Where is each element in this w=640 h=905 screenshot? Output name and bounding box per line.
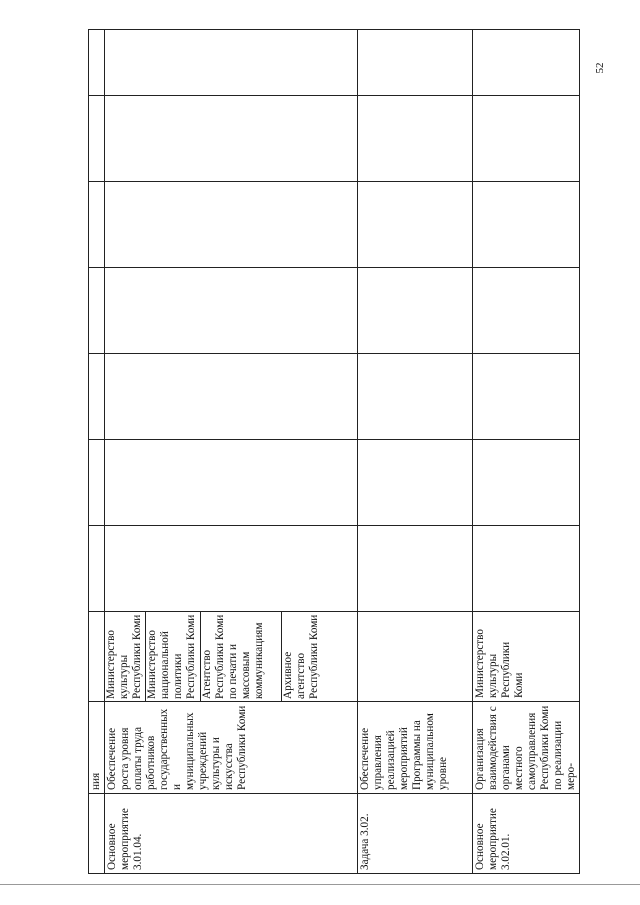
header-cell	[89, 612, 105, 702]
empty-cell	[105, 182, 358, 268]
program-table	[88, 29, 580, 874]
header-cell: ния	[89, 702, 105, 794]
empty-cell	[358, 96, 473, 182]
header-cell	[89, 96, 105, 182]
empty-cell	[473, 440, 580, 526]
empty-cell	[105, 96, 358, 182]
empty-cell	[358, 440, 473, 526]
empty-cell	[473, 354, 580, 440]
empty-cell	[473, 96, 580, 182]
empty-cell	[105, 268, 358, 354]
executor-item: Министерство культуры Республики Коми	[105, 612, 146, 701]
table-row	[105, 30, 358, 874]
header-cell	[89, 526, 105, 612]
measure-name: Обеспечение роста уровня оплаты труда работников государственных и муниципальных учреждений культуры и искусства Республики Коми	[105, 702, 358, 794]
header-cell	[89, 30, 105, 96]
executor-item: Агентство Республики Коми по печати и массовым коммуникациям	[201, 612, 282, 701]
scan-edge-line	[0, 884, 640, 885]
table-row	[473, 30, 580, 874]
empty-cell	[105, 354, 358, 440]
measure-name: Организация взаимодействия с органами местного самоуправления Республики Коми по реализации меро-	[473, 702, 580, 794]
executors-list	[105, 612, 332, 701]
header-cell	[89, 794, 105, 874]
executors-cell	[105, 612, 358, 702]
empty-cell	[358, 182, 473, 268]
header-cell	[89, 268, 105, 354]
page-number: 52	[594, 62, 606, 74]
table-row	[358, 30, 473, 874]
header-cell	[89, 354, 105, 440]
header-cell	[89, 182, 105, 268]
header-cell	[89, 440, 105, 526]
empty-cell	[358, 526, 473, 612]
empty-cell	[473, 30, 580, 96]
empty-cell	[105, 440, 358, 526]
task-code: Задача 3.02.	[358, 794, 473, 874]
empty-cell	[473, 526, 580, 612]
executor-item: Архивное агентство Республики Коми	[282, 614, 320, 699]
empty-cell	[358, 612, 473, 702]
empty-cell	[473, 268, 580, 354]
rotated-table-container	[88, 30, 576, 874]
executor-item: Министерство культуры Республики Коми	[473, 612, 580, 702]
task-name: Обеспечение управления реализацией мероприятий Программы на муниципальном уровне	[358, 702, 473, 794]
measure-code: Основное мероприятие 3.02.01.	[473, 794, 580, 874]
empty-cell	[358, 268, 473, 354]
empty-cell	[358, 30, 473, 96]
empty-cell	[105, 30, 358, 96]
executor-item: Министерство национальной политики Республики Коми	[146, 612, 201, 701]
measure-code: Основное мероприятие 3.01.04.	[105, 794, 358, 874]
table-header-row	[89, 30, 105, 874]
empty-cell	[473, 182, 580, 268]
empty-cell	[105, 526, 358, 612]
empty-cell	[358, 354, 473, 440]
